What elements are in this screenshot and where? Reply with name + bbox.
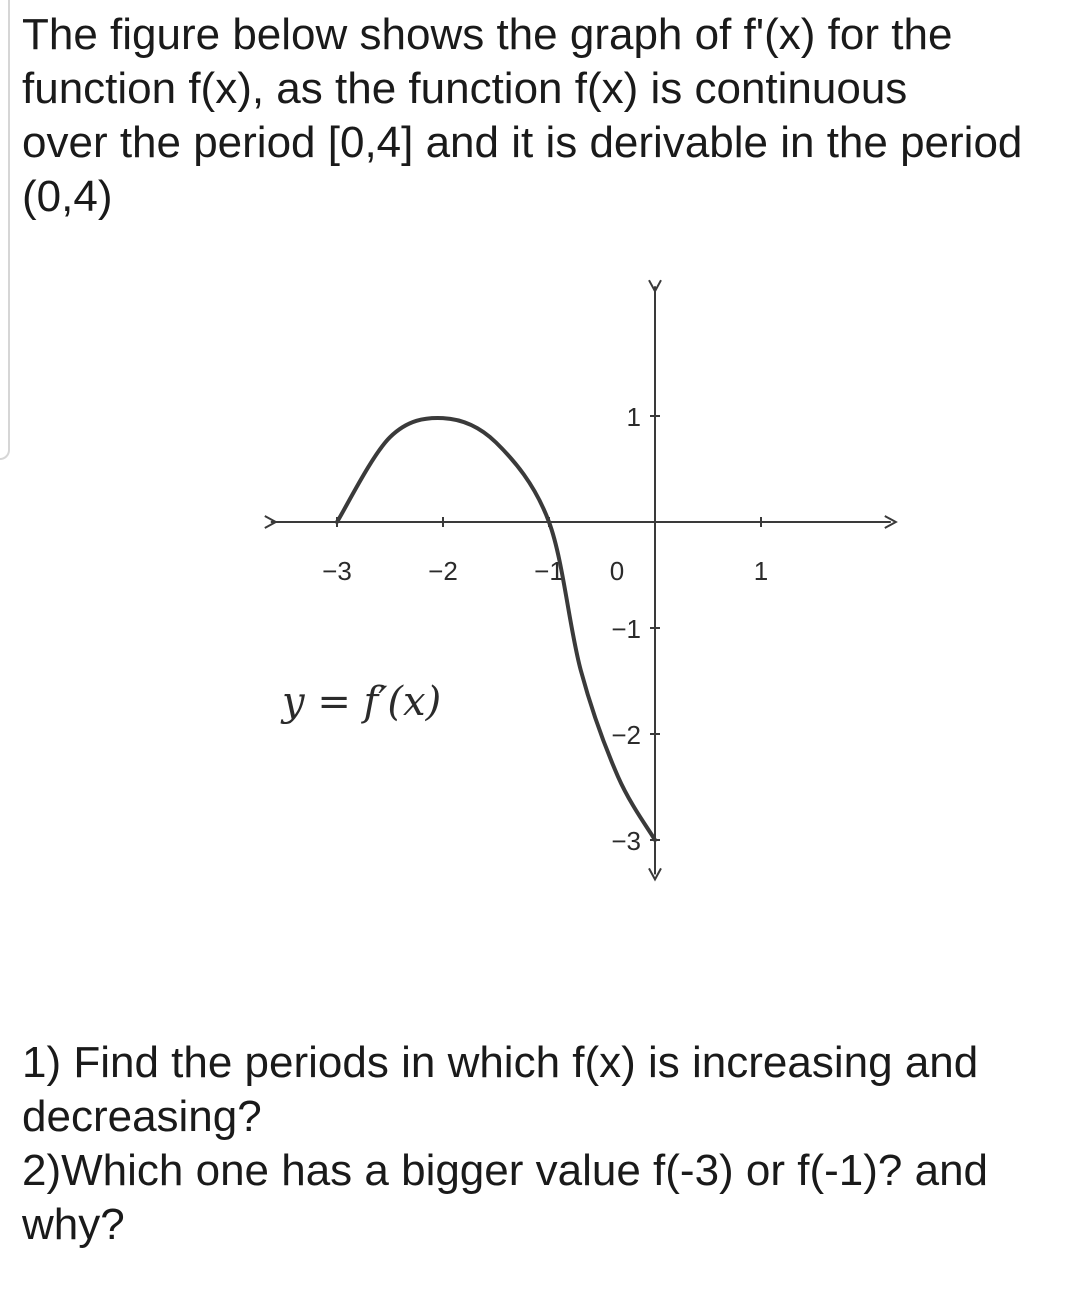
question-1: 1) Find the periods in which f(x) is increasing and decreasing? [22,1038,979,1141]
x-tick-label: 1 [753,556,769,586]
left-edge-bracket [0,0,10,460]
y-tick-label: −1 [611,614,641,644]
y-tick-label: 1 [626,402,641,432]
y-tick-label: −2 [611,720,641,750]
derivative-curve [337,418,655,840]
y-tick-label: −3 [611,826,641,856]
x-tick-label: −3 [322,556,352,586]
ticks-group [322,402,768,856]
questions-block [22,1036,1072,1252]
x-tick-label: −2 [428,556,458,586]
graph-canvas [250,260,910,920]
axes-group [271,286,891,874]
derivative-graph [250,260,910,920]
curve-group [337,418,655,840]
problem-statement: The figure below shows the graph of f'(x) for the function f(x), as the function f(x) is continuous over the period [0,4] and it is derivable in the period (0,4) [22,10,1023,221]
x-tick-label: −1 [534,556,564,586]
question-2: 2)Which one has a bigger value f(-3) or f(-1)? and why? [22,1146,989,1249]
function-label: y = f′(x) [282,679,442,725]
x-tick-label: 0 [609,556,625,586]
